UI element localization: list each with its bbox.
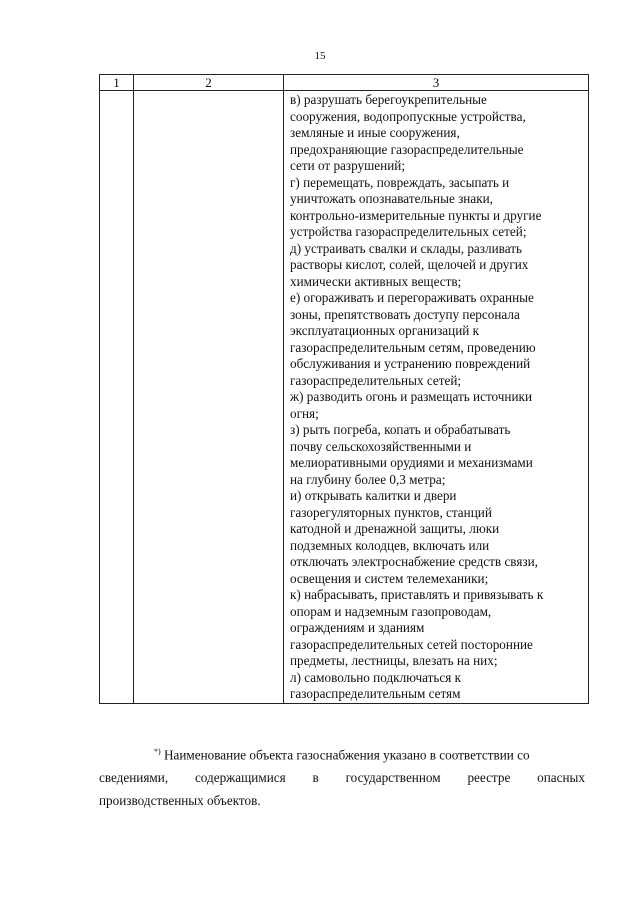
column-header-3: 3: [284, 75, 589, 91]
footnote-word: реестре: [467, 770, 511, 786]
column-header-1: 1: [100, 75, 134, 91]
list-item: ж) разводить огонь и размещать источники огня;: [290, 389, 533, 421]
footnote-word: опасных: [537, 770, 585, 786]
footnote-line-1: [99, 740, 585, 766]
prohibitions-list: [284, 91, 588, 703]
table-row: [100, 91, 589, 704]
table-cell-1: [100, 91, 134, 704]
list-item: е) огораживать и перегораживать охранные зоны, препятствовать доступу персонала эксплуатационных организаций к газораспределительным сетям, проведению обслуживания и устранению повреждений газораспределительных сетей;: [290, 290, 536, 388]
table-cell-2: [134, 91, 284, 704]
footnote-marker: *): [154, 747, 161, 756]
list-item: и) открывать калитки и двери газорегуляторных пунктов, станций катодной и дренажной защиты, люки подземных колодцев, включать или отключать электроснабжение средств связи, освещения и систем телемеханики;: [290, 488, 538, 586]
requirements-table: [99, 74, 589, 704]
footnote-word: в: [312, 770, 319, 786]
table-cell-3: [284, 91, 589, 704]
list-item: к) набрасывать, приставлять и привязывать к опорам и надземным газопроводам, ограждениям и зданиям газораспределительных сетей посторонние предметы, лестницы, влезать на них;: [290, 587, 544, 668]
footnote-line-3: производственных объектов.: [99, 793, 261, 809]
footnote: [99, 740, 585, 812]
list-item: д) устраивать свалки и склады, разливать растворы кислот, солей, щелочей и других химически активных веществ;: [290, 240, 529, 289]
footnote-line-2: [99, 766, 585, 789]
list-item: в) разрушать берегоукрепительные сооружения, водопропускные устройства, земляные и иные сооружения, предохраняющие газораспределительные сети от разрушений;: [290, 92, 526, 173]
column-header-2: 2: [134, 75, 284, 91]
page-number: 15: [314, 50, 326, 62]
footnote-text-1: Наименование объекта газоснабжения указано в соответствии со: [163, 747, 530, 763]
footnote-word: сведениями,: [99, 770, 169, 786]
list-item: з) рыть погреба, копать и обрабатывать почву сельскохозяйственными и мелиоративными орудиями и механизмами на глубину более 0,3 метра;: [290, 422, 533, 487]
list-item: г) перемещать, повреждать, засыпать и уничтожать опознавательные знаки, контрольно-измерительные пункты и другие устройства газораспределительных сетей;: [290, 174, 542, 239]
footnote-word: государственном: [345, 770, 441, 786]
footnote-word: содержащимися: [194, 770, 286, 786]
table-header-row: [100, 75, 589, 91]
list-item: л) самовольно подключаться к газораспределительным сетям: [290, 669, 462, 701]
